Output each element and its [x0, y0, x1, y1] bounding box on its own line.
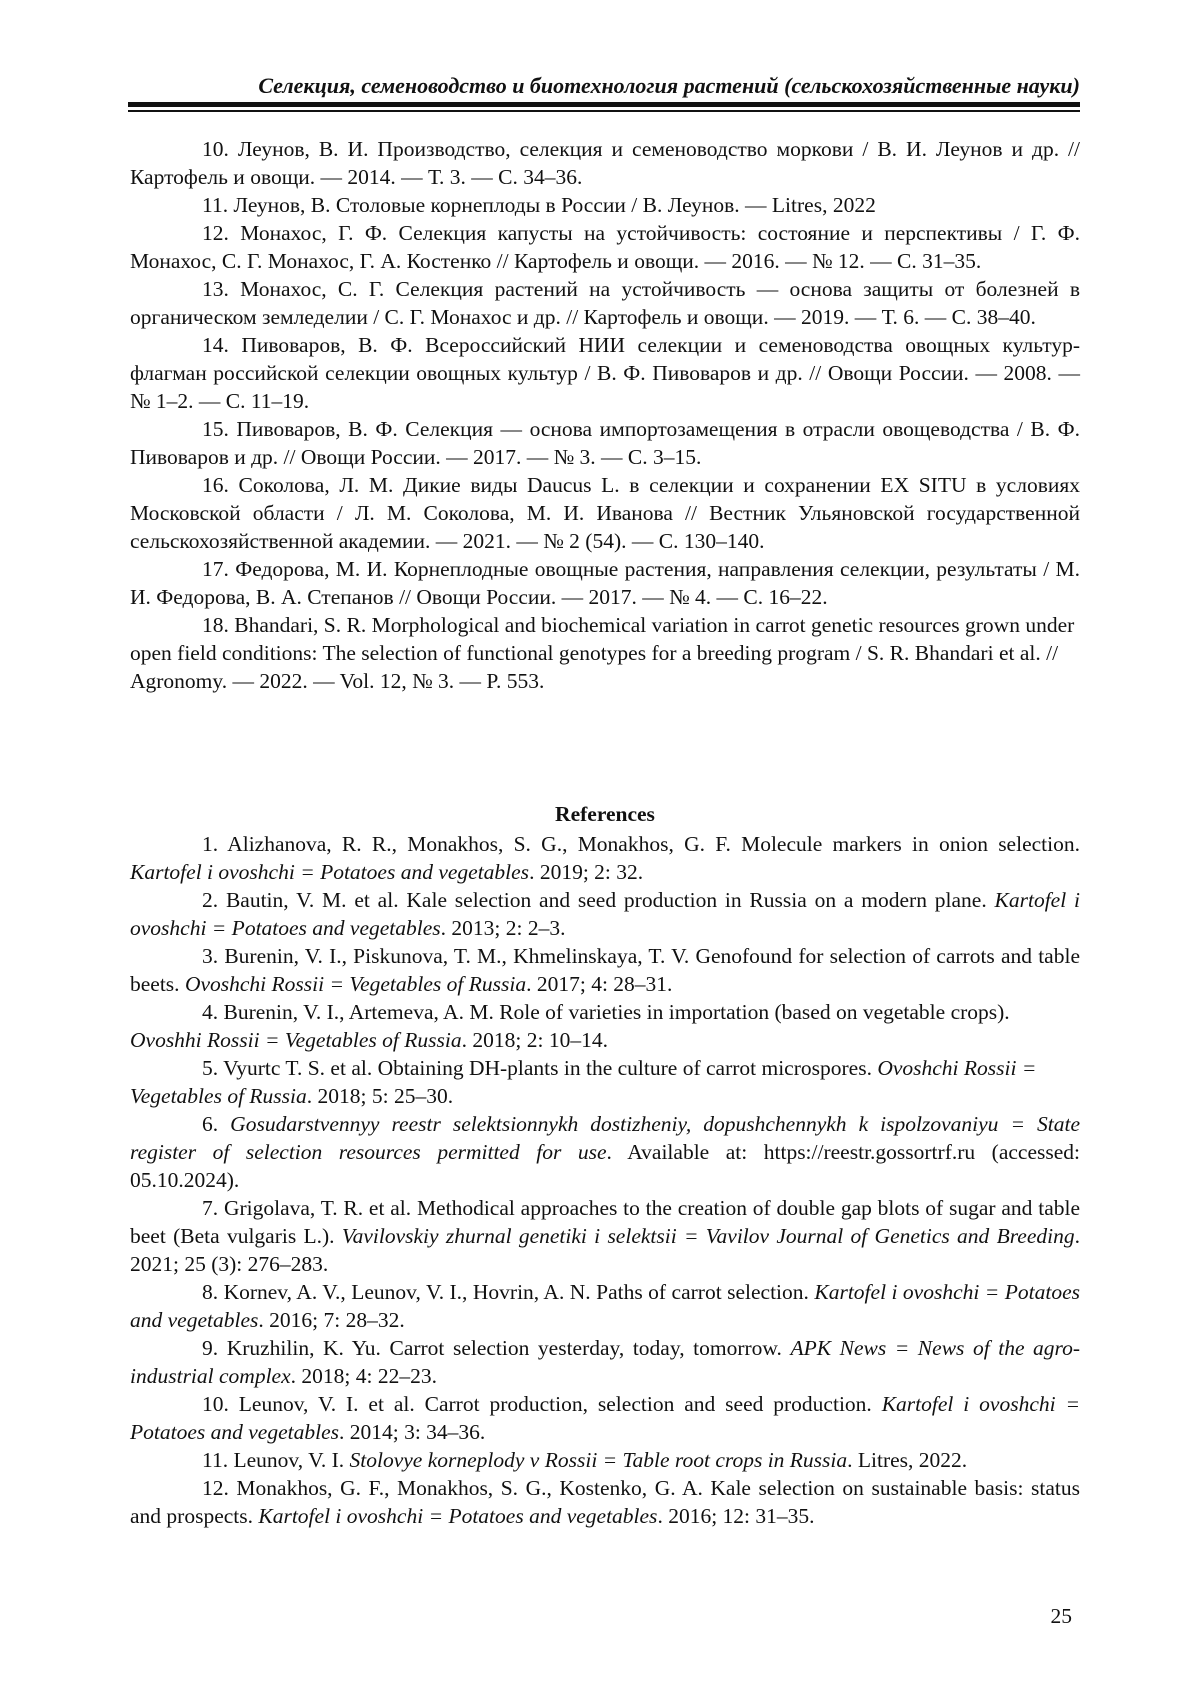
reference-item: 8. Kornev, A. V., Leunov, V. I., Hovrin, A. N. Paths of carrot selection. Kartofel i ovoshchi = Potatoes and vegetables. 2016; 7: 28–32.	[130, 1280, 1080, 1332]
reference-item: 14. Пивоваров, В. Ф. Всероссийский НИИ селекции и семеноводства овощных культур-флагман российской селекции овощных культур / В. Ф. Пивоваров и др. // Овощи России. — 2008. — № 1–2. — С. 11–19.	[130, 333, 1080, 413]
reference-item: 9. Kruzhilin, K. Yu. Carrot selection yesterday, today, tomorrow. APK News = News of the agro-industrial complex. 2018; 4: 22–23.	[130, 1336, 1081, 1388]
reference-item: 11. Леунов, В. Столовые корнеплоды в России / В. Леунов. — Litres, 2022	[202, 193, 876, 217]
reference-item: 18. Bhandari, S. R. Morphological and biochemical variation in carrot genetic resources grown under open field conditions: The selection of functional genotypes for a breeding program / S. R. Bhandari et al. // Agronomy. — 2022. — Vol. 12, № 3. — P. 553.	[130, 613, 1075, 693]
english-reference-list	[130, 830, 1080, 1530]
header-rule-thick	[128, 102, 1080, 107]
reference-item: 17. Федорова, М. И. Корнеплодные овощные растения, направления селекции, результаты / М. И. Федорова, В. А. Степанов // Овощи России. — 2017. — № 4. — С. 16–22.	[130, 557, 1081, 609]
reference-item: 6. Gosudarstvennyy reestr selektsionnykh dostizheniy, dopushchennykh k ispolzovaniyu = State register of selection resources permitted for use. Available at: https://reestr.gossortrf.ru (accessed: 05.10.2024).	[130, 1112, 1081, 1192]
reference-item: 7. Grigolava, T. R. et al. Methodical approaches to the creation of double gap blots of sugar and table beet (Beta vulgaris L.). Vavilovskiy zhurnal genetiki i selektsii = Vavilov Journal of Genetics and Breeding. 2021; 25 (3): 276–283.	[130, 1196, 1081, 1276]
reference-item: 13. Монахос, С. Г. Селекция растений на устойчивость — основа защиты от болезней в органическом земледелии / С. Г. Монахос и др. // Картофель и овощи. — 2019. — Т. 6. — С. 38–40.	[130, 277, 1080, 329]
references-heading: References	[555, 802, 655, 826]
reference-item: 12. Монахос, Г. Ф. Селекция капусты на устойчивость: состояние и перспективы / Г. Ф. Монахос, С. Г. Монахос, Г. А. Костенко // Картофель и овощи. — 2016. — № 12. — С. 31–35.	[130, 221, 1080, 273]
reference-item: 11. Leunov, V. I. Stolovye korneplody v Rossii = Table root crops in Russia. Litres, 2022.	[202, 1448, 968, 1472]
reference-item: 3. Burenin, V. I., Piskunova, T. M., Khmelinskaya, T. V. Genofound for selection of carrots and table beets. Ovoshchi Rossii = Vegetables of Russia. 2017; 4: 28–31.	[130, 944, 1080, 996]
reference-item: 15. Пивоваров, В. Ф. Селекция — основа импортозамещения в отрасли овощеводства / В. Ф. Пивоваров и др. // Овощи России. — 2017. — № 3. — С. 3–15.	[130, 417, 1080, 469]
reference-item: 10. Леунов, В. И. Производство, селекция и семеноводство моркови / В. И. Леунов и др. // Картофель и овощи. — 2014. — Т. 3. — С. 34–36.	[130, 137, 1081, 189]
russian-reference-list	[130, 135, 1080, 695]
reference-item: 12. Monakhos, G. F., Monakhos, S. G., Kostenko, G. A. Kale selection on sustainable basis: status and prospects. Kartofel i ovoshchi = Potatoes and vegetables. 2016; 12: 31–35.	[130, 1476, 1080, 1528]
reference-item: 1. Alizhanova, R. R., Monakhos, S. G., Monakhos, G. F. Molecule markers in onion selection. Kartofel i ovoshchi = Potatoes and vegetables. 2019; 2: 32.	[130, 832, 1080, 884]
reference-item: 4. Burenin, V. I., Artemeva, A. M. Role of varieties in importation (based on vegetable crops). Ovoshhi Rossii = Vegetables of Russia. 2018; 2: 10–14.	[130, 1000, 1010, 1052]
reference-item: 16. Соколова, Л. М. Дикие виды Daucus L. в селекции и сохранении EX SITU в условиях Московской области / Л. М. Соколова, М. И. Иванова // Вестник Ульяновской государственной сельскохозяйственной академии. — 2021. — № 2 (54). — С. 130–140.	[130, 473, 1080, 553]
page-number: 25	[1050, 1604, 1072, 1628]
reference-item: 5. Vyurtc T. S. et al. Obtaining DH-plants in the culture of carrot microspores. Ovoshchi Rossii = Vegetables of Russia. 2018; 5: 25–30.	[130, 1056, 1037, 1108]
running-title: Селекция, семеноводство и биотехнология растений (сельскохозяйственные науки)	[258, 73, 1080, 98]
header-rule-thin	[128, 110, 1080, 112]
reference-item: 2. Bautin, V. M. et al. Kale selection and seed production in Russia on a modern plane. Kartofel i ovoshchi = Potatoes and vegetables. 2013; 2: 2–3.	[130, 888, 1080, 940]
reference-item: 10. Leunov, V. I. et al. Carrot production, selection and seed production. Kartofel i ovoshchi = Potatoes and vegetables. 2014; 3: 34–36.	[130, 1392, 1080, 1444]
